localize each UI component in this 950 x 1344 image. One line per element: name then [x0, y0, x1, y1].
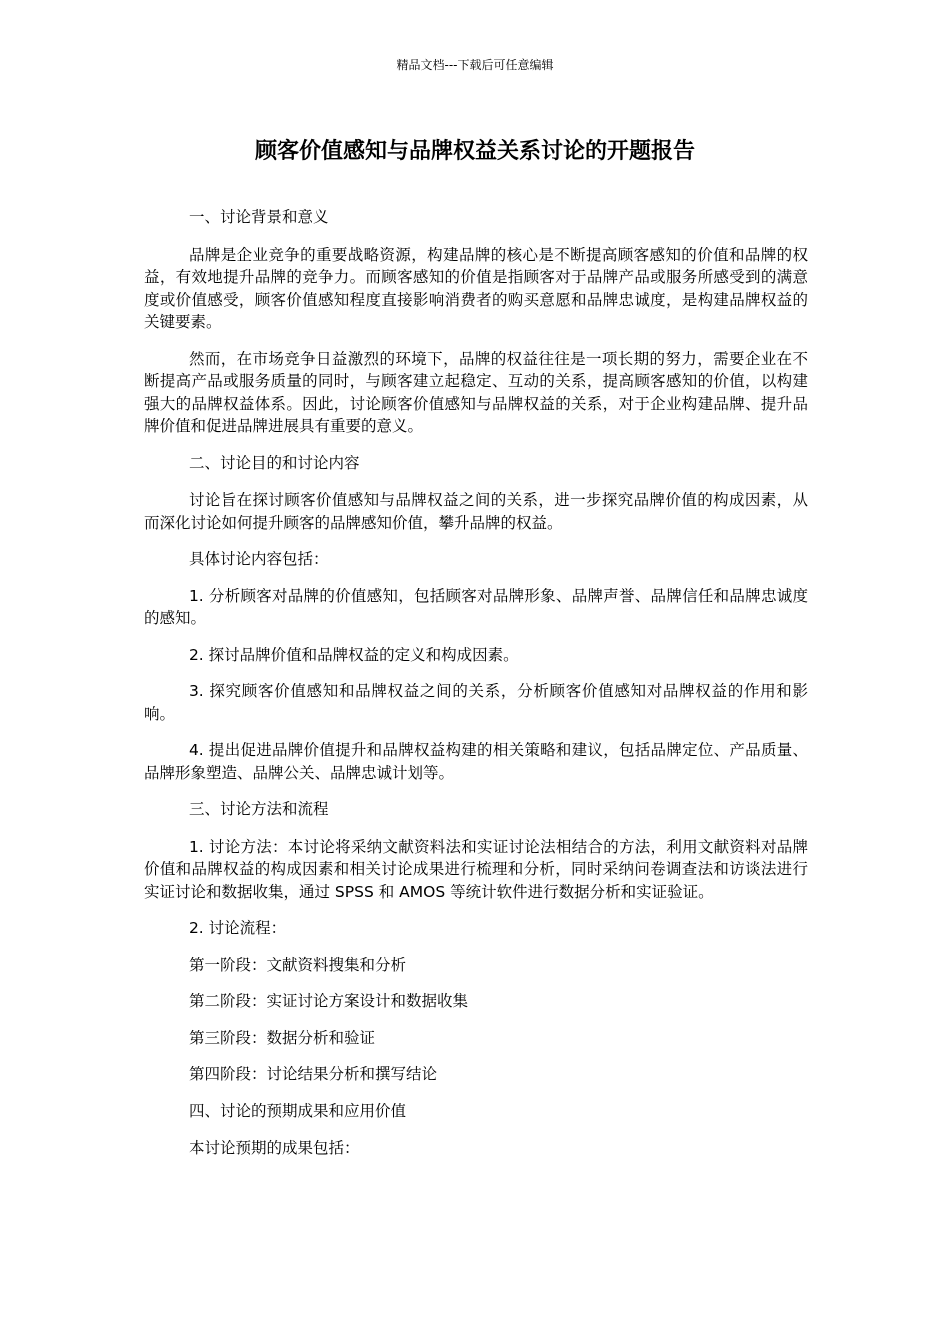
section-heading-method: 三、讨论方法和流程	[188, 800, 329, 818]
paragraph-research-aim: 讨论旨在探讨顾客价值感知与品牌权益之间的关系，进一步探究品牌价值的构成因素，从而深化讨论如何提升顾客的品牌感知价值，攀升品牌的权益。	[144, 491, 808, 532]
paragraph-outcomes-intro: 本讨论预期的成果包括：	[188, 1139, 360, 1157]
list-item-content-2: 2. 探讨品牌价值和品牌权益的定义和构成因素。	[188, 645, 519, 664]
process-stage-4: 第四阶段：讨论结果分析和撰写结论	[188, 1065, 437, 1083]
list-item-process: 2. 讨论流程：	[188, 919, 287, 937]
list-item-content-3: 3. 探究顾客价值感知和品牌权益之间的关系，分析顾客价值感知对品牌权益的作用和影响。	[144, 682, 808, 723]
list-item-method: 1. 讨论方法：本讨论将采纳文献资料法和实证讨论法相结合的方法，利用文献资料对品牌价值和品牌权益的构成因素和相关讨论成果进行梳理和分析，同时采纳问卷调查法和访谈法进行实证讨论和数据收集，通过 SPSS 和 AMOS 等统计软件进行数据分析和实证验证。	[144, 837, 808, 901]
process-stage-1: 第一阶段：文献资料搜集和分析	[188, 955, 406, 974]
list-item-content-1: 1. 分析顾客对品牌的价值感知，包括顾客对品牌形象、品牌声誉、品牌信任和品牌忠诚度的感知。	[144, 586, 808, 627]
document-body	[144, 206, 808, 1174]
document-title: 顾客价值感知与品牌权益关系讨论的开题报告	[254, 139, 695, 164]
process-stage-3: 第三阶段：数据分析和验证	[188, 1028, 375, 1047]
list-item-content-4: 4. 提出促进品牌价值提升和品牌权益构建的相关策略和建议，包括品牌定位、产品质量、品牌形象塑造、品牌公关、品牌忠诚计划等。	[144, 741, 808, 782]
header-note: 精品文档---下载后可任意编辑	[396, 58, 554, 72]
section-heading-purpose: 二、讨论目的和讨论内容	[188, 453, 360, 472]
paragraph-content-intro: 具体讨论内容包括：	[188, 550, 329, 568]
section-heading-outcomes: 四、讨论的预期成果和应用价值	[188, 1101, 406, 1120]
paragraph-brand-importance: 品牌是企业竞争的重要战略资源，构建品牌的核心是不断提高顾客感知的价值和品牌的权益，有效地提升品牌的竞争力。而顾客感知的价值是指顾客对于品牌产品或服务所感受到的满意度或价值感受，顾客价值感知程度直接影响消费者的购买意愿和品牌忠诚度，是构建品牌权益的关键要素。	[144, 245, 808, 331]
section-heading-background: 一、讨论背景和意义	[188, 208, 329, 226]
paragraph-market-competition: 然而，在市场竞争日益激烈的环境下，品牌的权益往往是一项长期的努力，需要企业在不断提高产品或服务质量的同时，与顾客建立起稳定、互动的关系，提高顾客感知的价值，以构建强大的品牌权益体系。因此，讨论顾客价值感知与品牌权益的关系，对于企业构建品牌、提升品牌价值和促进品牌进展具有重要的意义。	[144, 349, 808, 435]
process-stage-2: 第二阶段：实证讨论方案设计和数据收集	[188, 992, 468, 1010]
